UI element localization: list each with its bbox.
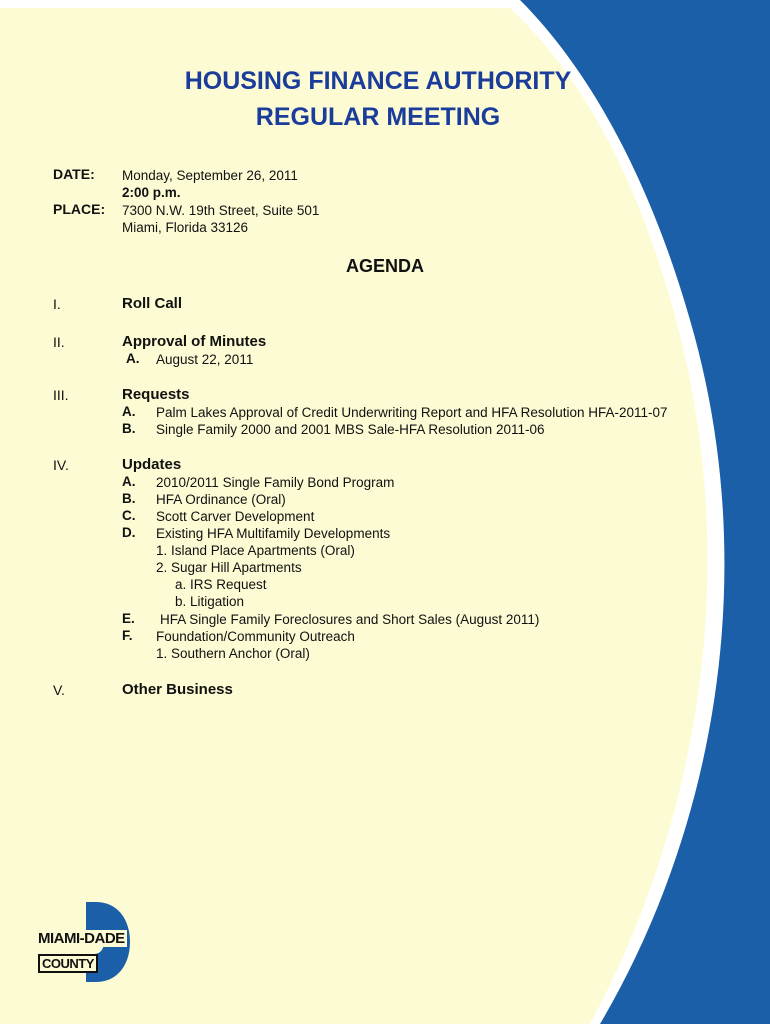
section-numeral: III.	[53, 387, 69, 403]
list-item: Palm Lakes Approval of Credit Underwriting Report and HFA Resolution HFA-2011-07	[156, 405, 668, 420]
section-title: Approval of Minutes	[122, 333, 267, 350]
section-title: Requests	[122, 386, 190, 403]
logo-text-miami-dade: MIAMI-DADE	[38, 930, 125, 947]
list-item: Single Family 2000 and 2001 MBS Sale-HFA Resolution 2011-06	[156, 422, 545, 437]
item-letter: D.	[122, 525, 136, 540]
date-value: Monday, September 26, 2011	[122, 168, 298, 183]
list-item: Existing HFA Multifamily Developments	[156, 526, 391, 541]
list-subitem: 1. Island Place Apartments (Oral)	[156, 543, 355, 558]
place-label: PLACE:	[53, 201, 106, 217]
agenda-heading: AGENDA	[345, 256, 424, 276]
section-title: Other Business	[122, 681, 233, 698]
section-numeral: I.	[53, 296, 61, 312]
list-item: HFA Single Family Foreclosures and Short Sales (August 2011)	[160, 612, 540, 627]
cream-page-shape	[0, 8, 708, 1024]
item-letter: A.	[122, 404, 136, 419]
date-label: DATE:	[53, 166, 95, 182]
item-letter: A.	[126, 351, 140, 366]
item-letter: F.	[122, 628, 133, 643]
address-line1: 7300 N.W. 19th Street, Suite 501	[122, 203, 320, 218]
page-title-line2: REGULAR MEETING	[255, 103, 501, 131]
item-letter: B.	[122, 421, 136, 436]
logo-text-county: COUNTY	[38, 954, 98, 973]
list-item: August 22, 2011	[156, 352, 254, 367]
list-item: Foundation/Community Outreach	[156, 629, 355, 644]
list-subsubitem: b. Litigation	[175, 594, 245, 609]
section-numeral: V.	[53, 682, 65, 698]
list-subsubitem: a. IRS Request	[175, 577, 267, 592]
list-subitem: 2. Sugar Hill Apartments	[156, 560, 302, 575]
section-title: Updates	[122, 456, 182, 473]
list-subitem: 1. Southern Anchor (Oral)	[156, 646, 310, 661]
address-line2: Miami, Florida 33126	[122, 220, 249, 235]
list-item: Scott Carver Development	[156, 509, 315, 524]
time-value: 2:00 p.m.	[122, 185, 181, 200]
miami-dade-logo	[36, 900, 136, 984]
section-numeral: IV.	[53, 457, 69, 473]
item-letter: C.	[122, 508, 136, 523]
list-item: HFA Ordinance (Oral)	[156, 492, 286, 507]
section-title: Roll Call	[122, 295, 183, 312]
item-letter: A.	[122, 474, 136, 489]
section-numeral: II.	[53, 334, 65, 350]
page-title-line1: HOUSING FINANCE AUTHORITY	[184, 67, 572, 95]
item-letter: E.	[122, 611, 135, 626]
list-item: 2010/2011 Single Family Bond Program	[156, 475, 395, 490]
item-letter: B.	[122, 491, 136, 506]
